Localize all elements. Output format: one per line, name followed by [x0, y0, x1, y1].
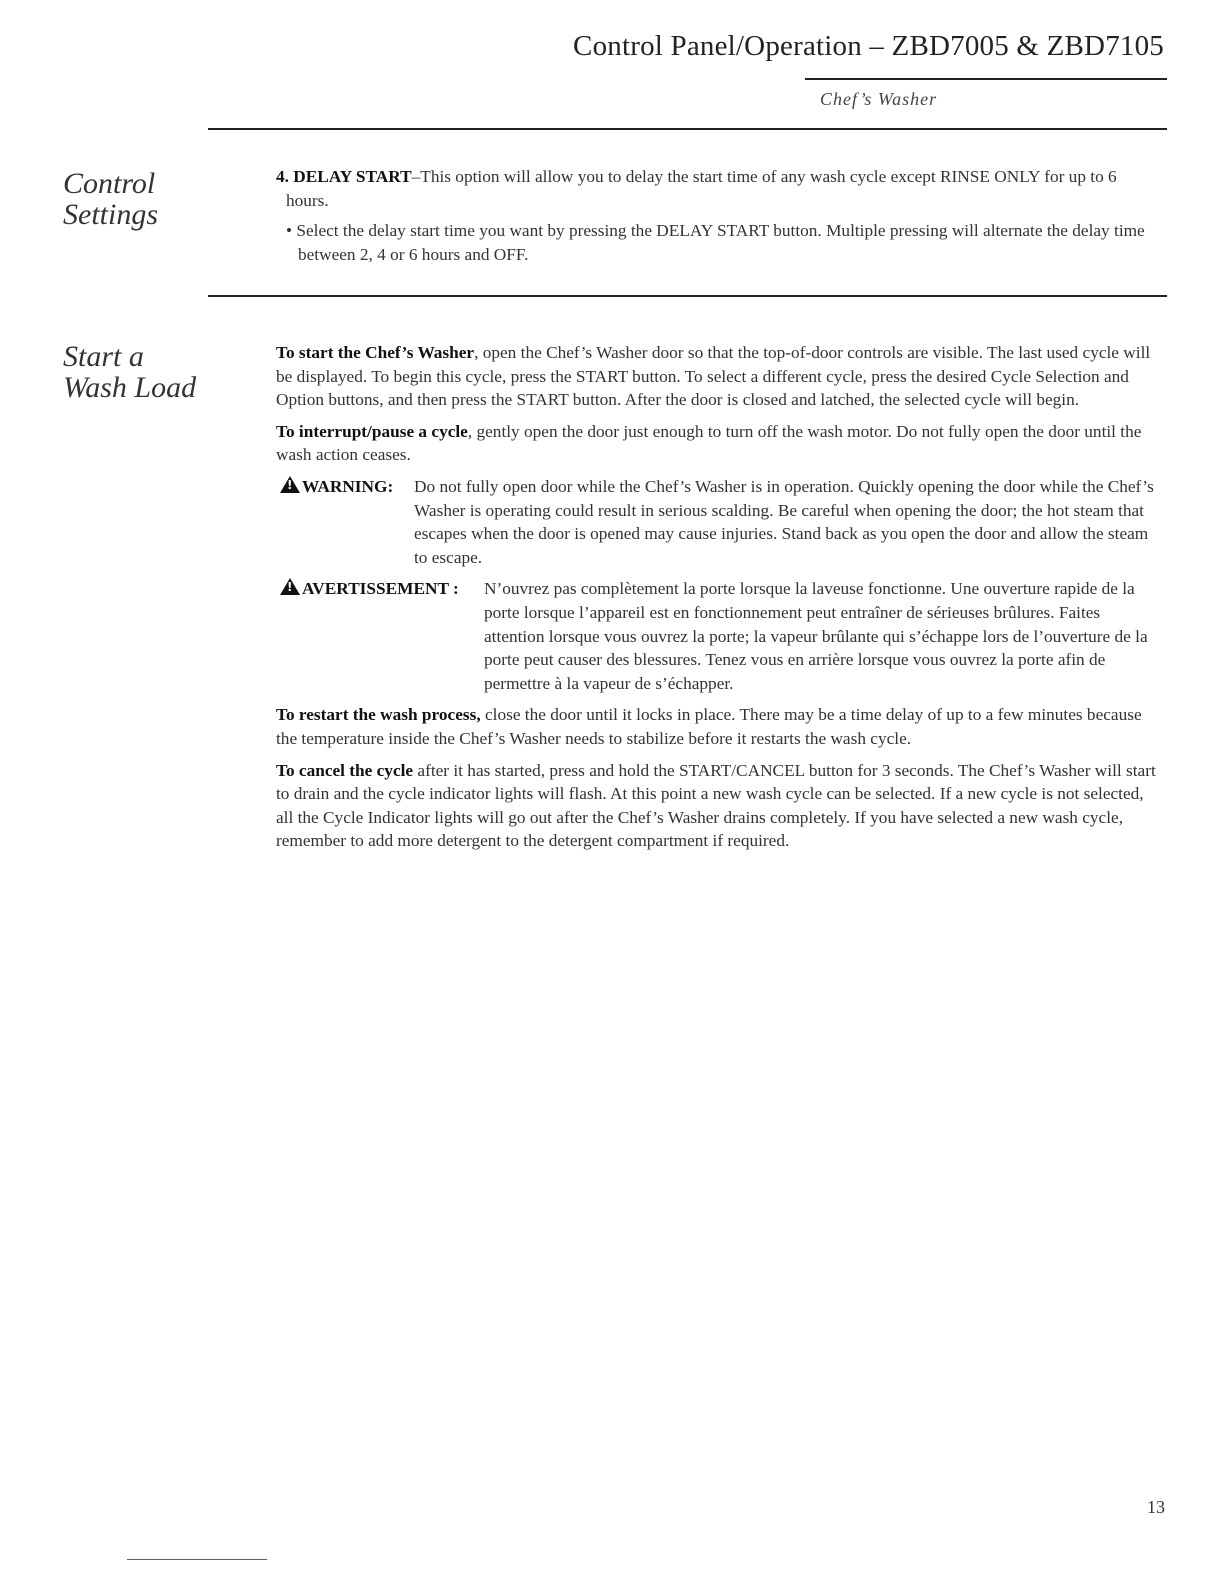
paragraph-lead: To interrupt/pause a cycle [276, 421, 468, 441]
restart-paragraph [276, 703, 1156, 750]
delay-start-bullet: • Select the delay start time you want by pressing the DELAY START button. Multiple pressing will alternate the delay time between 2, 4 or 6 hours and OFF. [286, 221, 1145, 264]
avertissement-text: N’ouvrez pas complètement la porte lorsque la laveuse fonctionne. Une ouverture rapide de la porte lorsque l’appareil est en fonctionnement peut entraîner de sérieuses brûlures. Faites attention lorsque vous ouvrez la porte; la vapeur brûlante qui s’échappe lors de l’ouverture de la porte peut causer des blessures. Tenez vous en arrière lorsque vous ouvrez la porte afin de permettre à la vapeur de s’échapper. [484, 579, 1148, 693]
paragraph-text: after it has started, press and hold the START/CANCEL button for 3 seconds. The Chef’s Washer will start to drain and the cycle indicator lights will flash. At this point a new wash cycle can be selected. If a new cycle is not selected, all the Cycle Indicator lights will go out after the Chef’s Washer drains completely. If you have selected a new wash cycle, remember to add more detergent to the detergent compartment if required. [276, 760, 1156, 851]
footer-link-underline [127, 1559, 267, 1560]
avertissement-label-text: AVERTISSEMENT : [302, 579, 459, 599]
paragraph-lead: To cancel the cycle [276, 760, 414, 780]
warning-block [276, 475, 1156, 569]
warning-label-text: WARNING: [302, 476, 394, 496]
paragraph-text: , gently open the door just enough to turn off the wash motor. Do not fully open the door until the wash action ceases. [276, 421, 1142, 465]
warning-triangle-icon [280, 476, 300, 493]
section-title-control-settings [63, 168, 158, 230]
section-title-line: Wash Load [63, 371, 197, 404]
section-title-line: Control [63, 167, 156, 200]
item-number: 4. [276, 167, 289, 186]
header-rule [805, 78, 1167, 80]
avertissement-block [276, 577, 1156, 695]
interrupt-paragraph [276, 420, 1156, 467]
section-title-line: Start a [63, 340, 144, 373]
page-number: 13 [1147, 1497, 1165, 1517]
warning-label [280, 475, 393, 499]
cancel-paragraph [276, 759, 1156, 853]
paragraph-lead: To restart the wash process, [276, 705, 481, 725]
section-title-line: Settings [63, 198, 158, 231]
paragraph-lead: To start the Chef’s Washer [276, 343, 475, 362]
avertissement-label [280, 577, 459, 601]
paragraph-text: , open the Chef’s Washer door so that the top-of-door controls are visible. The last used cycle will be displayed. To begin this cycle, press the START button. To select a different cycle, press the desired Cycle Selection and Option buttons, and then press the START button. After the door is closed and latched, the selected cycle will begin. [276, 343, 1151, 410]
item-text: –This option will allow you to delay the start time of any wash cycle except RINSE ONLY for up to 6 hours. [286, 167, 1117, 210]
paragraph-text: close the door until it locks in place. There may be a time delay of up to a few minutes because the temperature inside the Chef’s Washer needs to stabilize before it restarts the wash cycle. [276, 705, 1142, 748]
start-paragraph [276, 341, 1156, 412]
delay-start-item [276, 165, 1156, 212]
section-divider-start-wash-load [208, 295, 1167, 297]
page-header-subtitle: Chef’s Washer [820, 89, 938, 109]
warning-text: Do not fully open door while the Chef’s Washer is in operation. Quickly opening the door while the Chef’s Washer is operating could result in serious scalding. Be careful when opening the door; the hot steam that escapes when the door is opened may cause injuries. Stand back as you open the door and allow the steam to escape. [414, 476, 1154, 567]
section-divider-control-settings [208, 128, 1167, 130]
warning-triangle-icon [280, 578, 300, 595]
section-title-start-wash-load [63, 341, 196, 403]
control-settings-body [276, 165, 1156, 266]
start-wash-load-body [276, 341, 1156, 861]
item-label: DELAY START [293, 167, 412, 186]
page-header-title: Control Panel/Operation – ZBD7005 & ZBD7105 [573, 30, 1164, 62]
